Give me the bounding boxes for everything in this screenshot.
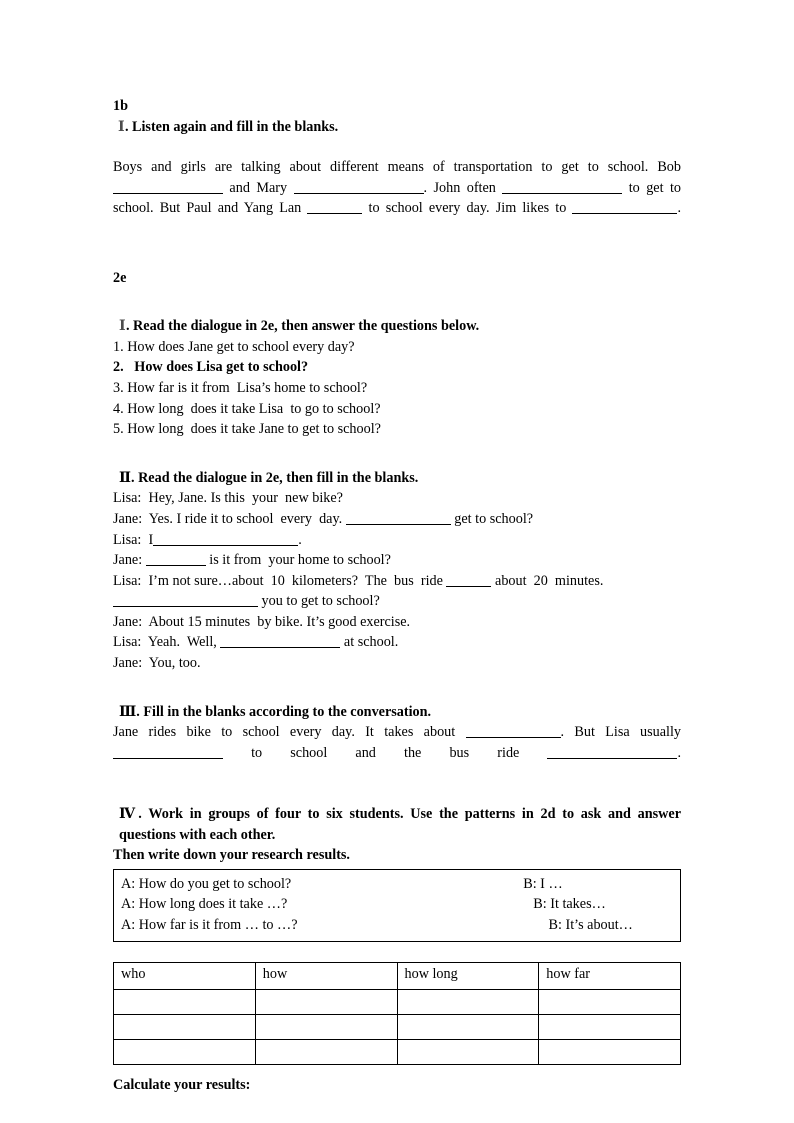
part-3-paragraph [113,722,681,784]
spacer [113,674,681,702]
paragraph-text-part-4: to get to school. But Paul and Yang Lan [113,179,682,217]
table-cell[interactable] [114,1039,256,1064]
roman-numeral-two-icon: Ⅱ [119,469,131,486]
pattern-answer: B: It’s about… [548,917,633,933]
section-label-1b: 1b [113,98,128,114]
part-4-heading-text: . Work in groups of four to six students. Use the patterns in 2d to ask and answer questions with each other. [119,806,681,843]
blank-bus-ride-time[interactable] [547,746,677,759]
blank-mary[interactable] [294,181,424,194]
question-item: 1. How does Jane get to school every day? [113,338,355,355]
dialogue-line-lisa-3 [113,571,681,592]
worksheet-content [113,96,681,1095]
spacer [113,137,681,157]
roman-numeral-one-icon: Ⅰ [119,318,126,335]
table-row[interactable] [114,989,681,1014]
blank-lisa-transport[interactable] [113,746,223,759]
spacer [113,288,681,316]
pattern-row [114,915,680,936]
table-cell[interactable] [397,989,539,1014]
table-cell[interactable] [255,989,397,1014]
table-header-cell: how [255,962,397,989]
roman-numeral-four-icon: Ⅳ [119,806,139,823]
section-1b-heading-text: . Listen again and fill in the blanks. [124,118,339,135]
table-cell[interactable] [539,1014,681,1039]
pattern-row [114,874,680,895]
pattern-box [113,869,681,942]
dialogue-line-jane-1 [113,509,681,530]
dialogue-line-lisa-2 [113,530,681,551]
listen-fill-paragraph [113,157,681,239]
paragraph-text-part-2: and Mary [223,179,294,196]
table-row[interactable] [114,1014,681,1039]
research-results-table[interactable] [113,962,681,1065]
spacer [113,784,681,804]
question-item: 4. How long does it take Lisa to go to school? [113,400,381,417]
blank-paul-yanglan[interactable] [307,201,362,214]
dialogue-line-lisa-1: Lisa: Hey, Jane. Is this your new bike? [113,490,343,507]
part-2-heading [113,468,681,489]
table-header-cell: how long [397,962,539,989]
pattern-question: A: How do you get to school? [121,875,292,892]
calculate-results-label: Calculate your results: [113,1076,251,1093]
paragraph-text-part-1: Boys and girls are talking about different means of transportation to get to school. Bob [113,159,681,176]
question-item: 2. How does Lisa get to school? [113,359,309,376]
part-3-heading [113,702,681,723]
blank-jane-time[interactable] [466,725,561,738]
blank-john[interactable] [502,181,622,194]
dialogue-text: Jane: Yes. I ride it to school every day. [113,510,346,527]
paragraph-text: to school and the bus ride [223,744,548,761]
pattern-question: A: How far is it from … to …? [121,917,298,933]
roman-numeral-three-icon: Ⅲ [119,703,137,720]
roman-numeral-one-icon: Ⅰ [118,118,125,135]
question-item: 3. How far is it from Lisa’s home to school? [113,379,368,396]
blank-how-long-does-it-take[interactable] [113,594,258,607]
blank-have-a-good-day[interactable] [220,635,340,648]
paragraph-text-part-3: . John often [423,179,503,196]
table-header-row [114,962,681,989]
section-1b-heading [113,117,681,138]
blank-lisa-answer[interactable] [153,533,298,546]
table-cell[interactable] [114,989,256,1014]
blank-bob[interactable] [113,181,223,194]
part-2-heading-text: . Read the dialogue in 2e, then fill in the blanks. [130,469,419,486]
table-cell[interactable] [539,1039,681,1064]
section-label-2e: 2e [113,269,127,286]
blank-how-far[interactable] [146,553,206,566]
dialogue-text: Jane: [113,552,146,569]
part-4-subtitle: Then write down your research results. [113,847,350,864]
table-cell[interactable] [255,1014,397,1039]
pattern-answer: B: I … [523,875,563,892]
part-1-heading-text: . Read the dialogue in 2e, then answer the questions below. [125,318,480,335]
paragraph-text-part-5: to school every day. Jim likes to [362,200,573,217]
table-header-cell: who [114,962,256,989]
blank-how-do-you[interactable] [346,512,451,525]
table-cell[interactable] [397,1014,539,1039]
table-cell[interactable] [255,1039,397,1064]
table-cell[interactable] [397,1039,539,1064]
dialogue-line-jane-2 [113,550,681,571]
dialogue-text: get to school? [450,510,534,527]
part-3-heading-text: . Fill in the blanks according to the conversation. [136,703,432,720]
dialogue-text: Lisa: I’m not sure…about 10 kilometers? The bus ride [113,572,447,589]
spacer [113,240,681,268]
table-header-cell: how far [539,962,681,989]
dialogue-text: you to get to school? [258,593,380,610]
blank-jim[interactable] [572,201,677,214]
dialogue-line-jane-4: Jane: You, too. [113,655,201,672]
paragraph-text: . [677,744,681,761]
dialogue-line-lisa-4 [113,632,681,653]
part-4-heading [113,804,681,845]
paragraph-text: Jane rides bike to school every day. It takes about [113,724,466,741]
paragraph-text-part-6: . [677,200,681,217]
paragraph-text: . But Lisa usually [560,724,681,741]
pattern-row [114,894,680,915]
pattern-question: A: How long does it take …? [121,896,288,913]
table-row[interactable] [114,1039,681,1064]
table-cell[interactable] [114,1014,256,1039]
dialogue-text: is it from your home to school? [205,552,391,569]
question-item: 5. How long does it take Jane to get to school? [113,421,381,438]
dialogue-line-lisa-3-cont [113,591,681,612]
part-1-heading [113,316,681,337]
dialogue-text: Lisa: I [113,531,154,548]
dialogue-text: at school. [340,634,399,651]
dialogue-text: Lisa: Yeah. Well, [113,634,221,651]
dialogue-text: about 20 minutes. [491,572,604,589]
pattern-answer: B: It takes… [533,896,606,913]
blank-bus-ride-takes[interactable] [446,574,491,587]
dialogue-line-jane-3: Jane: About 15 minutes by bike. It’s good exercise. [113,613,411,630]
spacer [113,440,681,468]
table-cell[interactable] [539,989,681,1014]
dialogue-text: . [298,531,302,548]
